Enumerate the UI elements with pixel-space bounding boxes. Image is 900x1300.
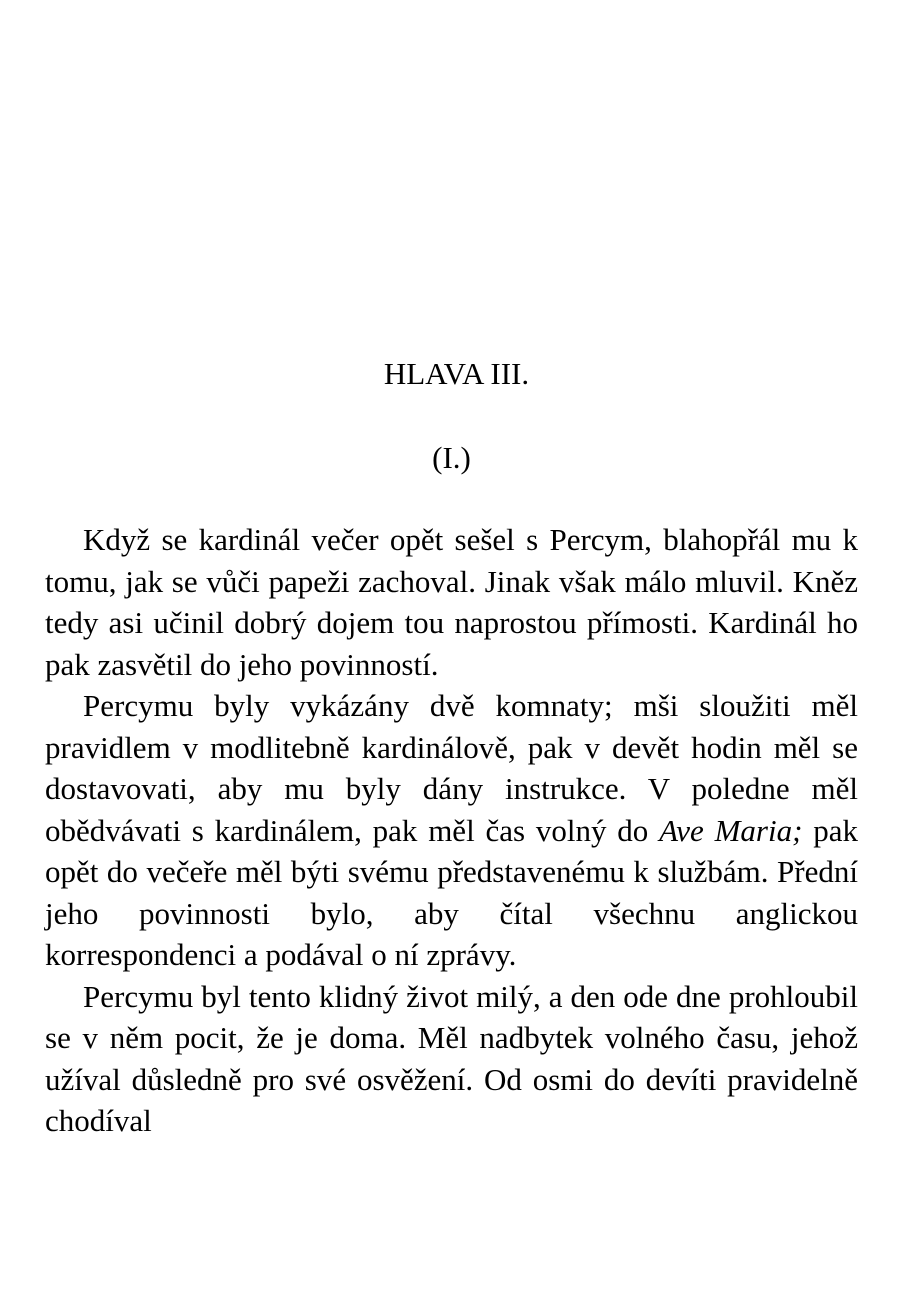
chapter-title: HLAVA III.: [383, 356, 530, 391]
body-text: [45, 519, 858, 1142]
book-page: [45, 0, 858, 1300]
paragraph-2-text-a: Percymu byly vykázány dvě komnaty; mši sloužiti měl pravidlem v modlitebně kardinálově, pak v devět hodin měl se dostavovati, aby mu byly dány instrukce. V poledne měl obědvávati s kardinálem, pak měl čas volný do: [45, 688, 858, 848]
paragraph-2: [45, 685, 858, 976]
paragraph-3: [45, 976, 858, 1142]
paragraph-2-italic-phrase: Ave Maria;: [659, 812, 803, 848]
paragraph-1: [45, 519, 858, 685]
section-number: (I.): [432, 440, 471, 475]
paragraph-3-text: Percymu byl tento klidný život milý, a den ode dne prohloubil se v něm pocit, že je doma. Měl nadbytek volného času, jehož užíval důsledně pro své osvěžení. Od osmi do devíti pravidelně chodíval: [45, 978, 858, 1138]
paragraph-1-text: Když se kardinál večer opět sešel s Percym, blahopřál mu k tomu, jak se vůči papeži zachoval. Jinak však málo mluvil. Kněz tedy asi učinil dobrý dojem tou naprostou přímosti. Kardinál ho pak zasvětil do jeho povinností.: [45, 522, 858, 682]
paragraph-2-text-b: pak opět do večeře měl býti svému představenému k službám. Přední jeho povinnosti bylo, aby čítal všechnu anglickou korrespondenci a podával o ní zprávy.: [45, 812, 858, 972]
